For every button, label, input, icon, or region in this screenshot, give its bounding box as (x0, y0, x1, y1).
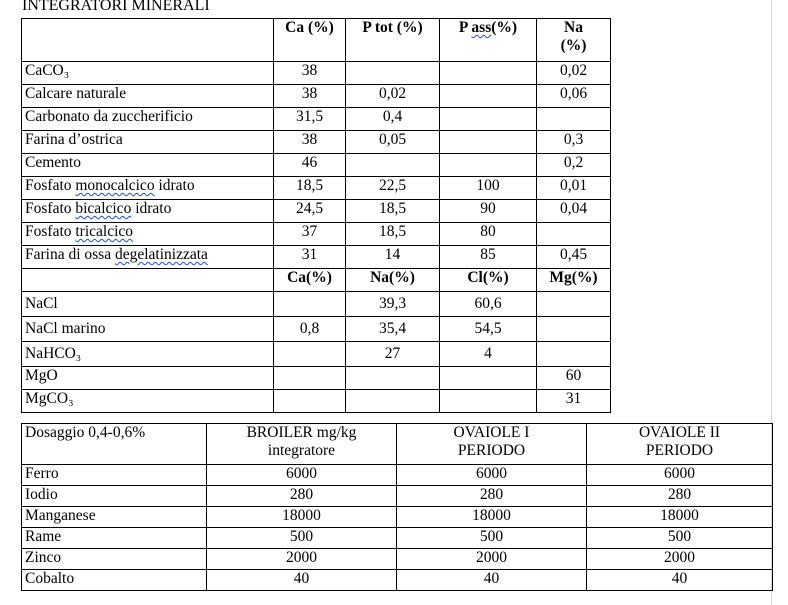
table-row (22, 570, 773, 591)
value-cell: 18,5 (346, 200, 440, 223)
row-label-cell: Fosfato monocalcico idrato (22, 177, 274, 200)
table-row (22, 549, 773, 570)
value-cell: 14 (346, 246, 440, 269)
table-row (22, 390, 611, 413)
row-label-cell (22, 269, 274, 292)
value-cell (346, 367, 440, 390)
value-cell (537, 223, 611, 246)
value-cell: 0,01 (537, 177, 611, 200)
row-label-cell: CaCO₃ (22, 62, 274, 85)
value-cell: 0,06 (537, 85, 611, 108)
row-label-cell: NaCl (22, 292, 274, 317)
value-cell (537, 292, 611, 317)
value-cell: 60 (537, 367, 611, 390)
table-row (22, 85, 611, 108)
value-cell: 31,5 (274, 108, 346, 131)
value-cell: 0,02 (346, 85, 440, 108)
value-cell: 0,02 (537, 62, 611, 85)
value-cell: 280 (207, 486, 397, 507)
value-cell (346, 62, 440, 85)
value-cell: 500 (207, 528, 397, 549)
row-label-cell: NaCl marino (22, 317, 274, 342)
value-cell: 280 (587, 486, 773, 507)
value-cell: 18000 (587, 507, 773, 528)
row-label-cell: Ferro (22, 465, 207, 486)
value-cell: 0,45 (537, 246, 611, 269)
value-cell (440, 390, 537, 413)
value-cell (440, 108, 537, 131)
value-cell: 85 (440, 246, 537, 269)
value-cell: 54,5 (440, 317, 537, 342)
value-cell (440, 62, 537, 85)
row-label-cell: MgO (22, 367, 274, 390)
value-cell (274, 342, 346, 367)
value-cell: 0,4 (346, 108, 440, 131)
table-row (22, 528, 773, 549)
table-row (22, 154, 611, 177)
value-cell: 6000 (397, 465, 587, 486)
table-row (22, 177, 611, 200)
value-cell: 38 (274, 62, 346, 85)
row-label-cell: Carbonato da zuccherificio (22, 108, 274, 131)
value-cell: 6000 (587, 465, 773, 486)
row-label-cell: Calcare naturale (22, 85, 274, 108)
table-row (22, 246, 611, 269)
value-cell (440, 367, 537, 390)
table-row (22, 292, 611, 317)
row-label-cell: Farina di ossa degelatinizzata (22, 246, 274, 269)
value-cell (440, 85, 537, 108)
table-row (22, 367, 611, 390)
value-cell: 39,3 (346, 292, 440, 317)
value-cell: 40 (587, 570, 773, 591)
value-cell (537, 108, 611, 131)
value-cell: 500 (397, 528, 587, 549)
value-cell: 18,5 (346, 223, 440, 246)
value-cell: 18000 (207, 507, 397, 528)
table-header-row (22, 269, 611, 292)
value-cell: 100 (440, 177, 537, 200)
value-cell (274, 390, 346, 413)
row-label-cell: NaHCO₃ (22, 342, 274, 367)
value-cell: 18000 (397, 507, 587, 528)
value-cell: 280 (397, 486, 587, 507)
table-row (22, 465, 773, 486)
value-cell: 2000 (587, 549, 773, 570)
row-label-cell: Fosfato bicalcico idrato (22, 200, 274, 223)
value-cell: 38 (274, 85, 346, 108)
value-cell: 80 (440, 223, 537, 246)
value-cell: 31 (274, 246, 346, 269)
row-label-cell: Farina d’ostrica (22, 131, 274, 154)
value-cell: 2000 (397, 549, 587, 570)
value-cell: 31 (537, 390, 611, 413)
value-cell: 0,3 (537, 131, 611, 154)
value-cell (537, 317, 611, 342)
value-cell: 90 (440, 200, 537, 223)
table-row (22, 507, 773, 528)
row-label-cell: Cemento (22, 154, 274, 177)
table-row (22, 317, 611, 342)
value-cell: 24,5 (274, 200, 346, 223)
row-label-cell: Zinco (22, 549, 207, 570)
value-cell: 46 (274, 154, 346, 177)
table-header-row (22, 19, 611, 62)
value-cell: 40 (397, 570, 587, 591)
row-label-cell: Fosfato tricalcico (22, 223, 274, 246)
value-cell (440, 131, 537, 154)
column-header-cell: Mg(%) (537, 269, 611, 292)
table-header-row (22, 424, 773, 465)
value-cell: 4 (440, 342, 537, 367)
document-title: INTEGRATORI MINERALI (22, 0, 210, 14)
table-row (22, 200, 611, 223)
value-cell: 22,5 (346, 177, 440, 200)
value-cell (274, 292, 346, 317)
table-row (22, 62, 611, 85)
column-header-cell: P ass(%) (440, 19, 537, 62)
value-cell (346, 154, 440, 177)
dosage-label-cell: Dosaggio 0,4-0,6% (22, 424, 207, 465)
value-cell: 0,04 (537, 200, 611, 223)
column-header-cell: Cl(%) (440, 269, 537, 292)
column-header-cell: OVAIOLE I PERIODO (397, 424, 587, 465)
row-label-cell: MgCO₃ (22, 390, 274, 413)
value-cell: 0,05 (346, 131, 440, 154)
column-header-cell: Na(%) (346, 269, 440, 292)
row-label-cell (22, 19, 274, 62)
table-row (22, 223, 611, 246)
column-header-cell: OVAIOLE II PERIODO (587, 424, 773, 465)
mineral-supplements-table (21, 18, 611, 413)
row-label-cell: Rame (22, 528, 207, 549)
value-cell: 60,6 (440, 292, 537, 317)
value-cell (537, 342, 611, 367)
value-cell: 0,2 (537, 154, 611, 177)
value-cell: 37 (274, 223, 346, 246)
value-cell: 40 (207, 570, 397, 591)
column-header-cell: Ca (%) (274, 19, 346, 62)
value-cell: 2000 (207, 549, 397, 570)
column-header-cell: Ca(%) (274, 269, 346, 292)
column-header-cell: BROILER mg/kg integratore (207, 424, 397, 465)
value-cell: 35,4 (346, 317, 440, 342)
value-cell: 27 (346, 342, 440, 367)
value-cell: 0,8 (274, 317, 346, 342)
value-cell: 500 (587, 528, 773, 549)
table-row (22, 486, 773, 507)
value-cell: 38 (274, 131, 346, 154)
value-cell (346, 390, 440, 413)
value-cell (274, 367, 346, 390)
table-row (22, 342, 611, 367)
value-cell: 18,5 (274, 177, 346, 200)
row-label-cell: Manganese (22, 507, 207, 528)
column-header-cell: P tot (%) (346, 19, 440, 62)
column-header-cell: Na (%) (537, 19, 611, 62)
dosage-table (21, 423, 773, 591)
row-label-cell: Cobalto (22, 570, 207, 591)
value-cell (440, 154, 537, 177)
table-row (22, 131, 611, 154)
value-cell: 6000 (207, 465, 397, 486)
table-row (22, 108, 611, 131)
row-label-cell: Iodio (22, 486, 207, 507)
